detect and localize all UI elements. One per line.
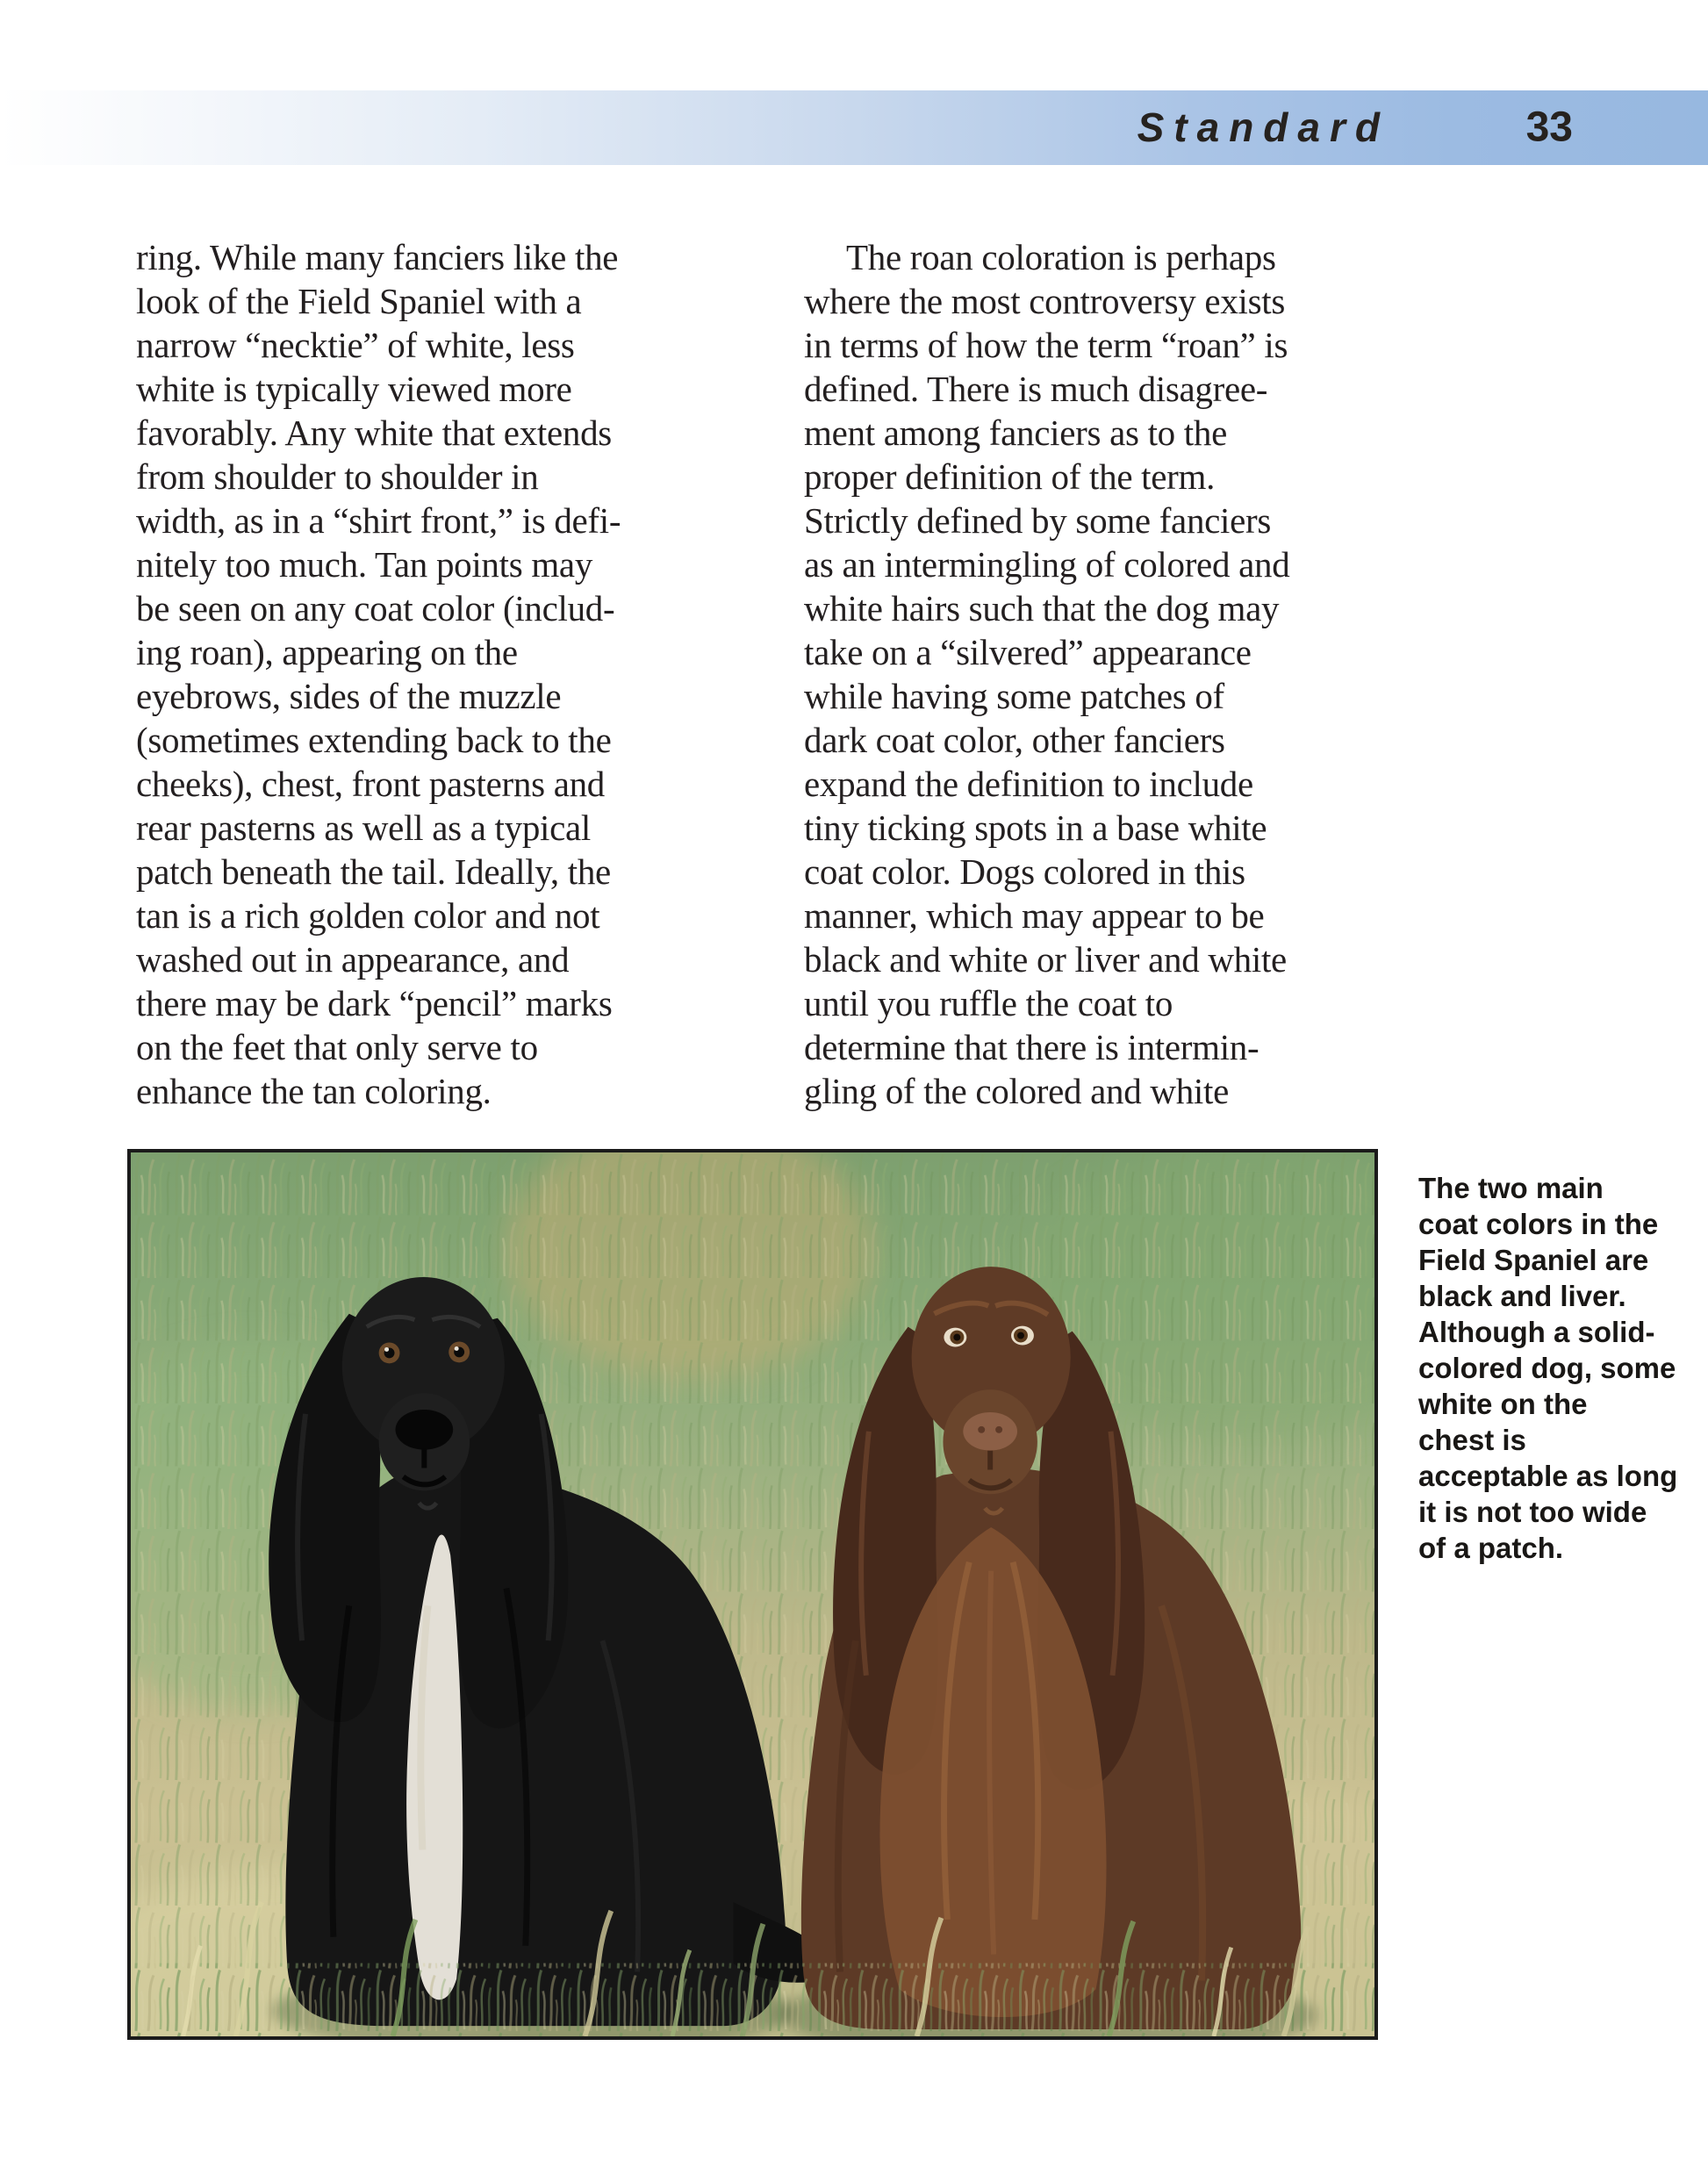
text-line: Field Spaniel are <box>1418 1244 1649 1276</box>
text-line: eyebrows, sides of the muzzle <box>136 676 562 716</box>
text-line: there may be dark “pencil” marks <box>136 983 613 1023</box>
text-line: of a patch. <box>1418 1532 1564 1564</box>
text-line: ing roan), appearing on the <box>136 632 518 672</box>
text-line: proper definition of the term. <box>804 456 1216 497</box>
text-line: Although a solid- <box>1418 1316 1655 1348</box>
text-line: favorably. Any white that extends <box>136 413 612 453</box>
text-line: white on the <box>1418 1388 1588 1420</box>
text-line: coat color. Dogs colored in this <box>804 851 1245 892</box>
text-line: coat colors in the <box>1418 1208 1659 1240</box>
text-line: white is typically viewed more <box>136 369 572 409</box>
text-line: cheeks), chest, front pasterns and <box>136 764 605 804</box>
text-line: black and white or liver and white <box>804 939 1287 980</box>
text-line: enhance the tan coloring. <box>136 1071 492 1111</box>
text-line: acceptable as long <box>1418 1460 1678 1492</box>
page-number: 33 <box>1525 103 1573 150</box>
text-line: dark coat color, other fanciers <box>804 720 1225 760</box>
text-line: patch beneath the tail. Ideally, the <box>136 851 611 892</box>
section-title: Standard <box>1137 104 1389 150</box>
text-line: while having some patches of <box>804 676 1224 716</box>
text-line: manner, which may appear to be <box>804 895 1265 936</box>
text-line: nitely too much. Tan points may <box>136 544 593 585</box>
text-line: washed out in appearance, and <box>136 939 570 980</box>
text-line: white hairs such that the dog may <box>804 588 1280 628</box>
text-line: defined. There is much disagree- <box>804 369 1268 409</box>
text-line: The roan coloration is perhaps <box>846 237 1276 277</box>
text-line: black and liver. <box>1418 1280 1626 1312</box>
text-line: look of the Field Spaniel with a <box>136 281 582 321</box>
photo-two-field-spaniels <box>127 1149 1378 2040</box>
text-line: gling of the colored and white <box>804 1071 1230 1111</box>
photo-illustration <box>131 1152 1374 2036</box>
text-line: narrow “necktie” of white, less <box>136 325 575 365</box>
text-line: where the most controversy exists <box>804 281 1286 321</box>
text-line: tiny ticking spots in a base white <box>804 808 1267 848</box>
photo-caption <box>1418 1170 1690 1566</box>
text-column-right <box>804 235 1403 1113</box>
text-column-left <box>136 235 735 1113</box>
text-line: width, as in a “shirt front,” is defi- <box>136 500 621 541</box>
header-bar <box>0 90 1708 165</box>
text-line: Strictly defined by some fanciers <box>804 500 1272 541</box>
text-line: The two main <box>1418 1172 1604 1204</box>
text-line: chest is <box>1418 1424 1526 1456</box>
text-line: in terms of how the term “roan” is <box>804 325 1288 365</box>
text-line: as an intermingling of colored and <box>804 544 1290 585</box>
text-line: take on a “silvered” appearance <box>804 632 1252 672</box>
text-line: colored dog, some <box>1418 1352 1676 1384</box>
text-line: be seen on any coat color (includ- <box>136 588 615 628</box>
text-line: ment among fanciers as to the <box>804 413 1227 453</box>
text-line: tan is a rich golden color and not <box>136 895 600 936</box>
text-line: expand the definition to include <box>804 764 1253 804</box>
text-line: ring. While many fanciers like the <box>136 237 619 277</box>
text-line: on the feet that only serve to <box>136 1027 538 1067</box>
text-line: until you ruffle the coat to <box>804 983 1173 1023</box>
text-line: (sometimes extending back to the <box>136 720 612 760</box>
text-line: from shoulder to shoulder in <box>136 456 539 497</box>
text-line: it is not too wide <box>1418 1496 1647 1528</box>
text-line: determine that there is intermin- <box>804 1027 1259 1067</box>
text-line: rear pasterns as well as a typical <box>136 808 592 848</box>
